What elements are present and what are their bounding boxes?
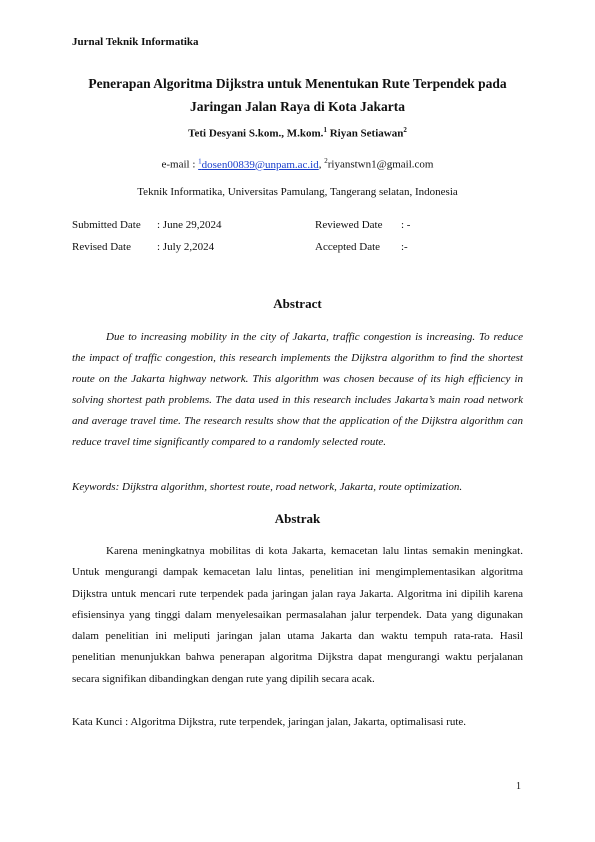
author-2-sup: 2 — [403, 126, 407, 134]
email-2-sup: 2 — [324, 157, 328, 165]
author-list — [60, 126, 535, 140]
email-1-sup: 1 — [198, 157, 202, 165]
title-line-2: Jaringan Jalan Raya di Kota Jakarta — [190, 99, 405, 114]
email-1-text: dosen00839@unpam.ac.id — [201, 158, 319, 171]
submitted-label: Submitted Date — [72, 219, 141, 231]
submitted-value: : June 29,2024 — [157, 219, 222, 231]
abstract-heading: Abstract — [273, 296, 322, 311]
author-2: Riyan Setiawan — [329, 127, 404, 140]
keywords-en: Keywords: Dijkstra algorithm, shortest route, road network, Jakarta, route optimization. — [72, 481, 463, 493]
affiliation: Teknik Informatika, Universitas Pamulang, Tangerang selatan, Indonesia — [137, 186, 458, 198]
journal-name: Jurnal Teknik Informatika — [72, 36, 199, 48]
reviewed-label: Reviewed Date — [315, 219, 383, 231]
abstrak-text: Karena meningkatnya mobilitas di kota Jakarta, kemacetan lalu lintas semakin meningkat. Untuk mengurangi dampak kemacetan lalu lintas, penelitian ini mengimplementasikan algoritma Dijkstra untuk mencari rute terpendek pada jaringan jalan raya Jakarta. Algoritma ini dipilih karena efisiensinya yang tinggi dalam menyelesaikan permasalahan jalur terpendek. Data yang digunakan dalam penelitian ini meliputi jaringan jalan utama Jakarta dan waktu tempuh rata-rata. Hasil penelitian menunjukkan bahwa penerapan algoritma Dijkstra dapat mengurangi waktu perjalanan secara signifikan dibandingkan dengan rute yang dipilih secara acak. — [72, 545, 523, 685]
dates-table — [72, 214, 461, 258]
keywords-id: Kata Kunci : Algoritma Dijkstra, rute terpendek, jaringan jalan, Jakarta, optimalisasi rute. — [72, 716, 467, 728]
abstract-text: Due to increasing mobility in the city of Jakarta, traffic congestion is increasing. To reduce the impact of traffic congestion, this research implements the Dijkstra algorithm to find the shortest route on the Jakarta highway network. This algorithm was chosen because of its high efficiency in solving shortest path problems. The data used in this research includes Jakarta’s main road network and average travel time. The research results show that the application of the Dijkstra algorithm can reduce travel time significantly compared to a randomly selected route. — [72, 331, 523, 448]
dates-row-2 — [72, 236, 461, 258]
page-number: 1 — [516, 781, 521, 792]
author-1: Teti Desyani S.kom., M.kom. — [188, 127, 324, 140]
reviewed-value: : - — [401, 219, 411, 231]
dates-row-1 — [72, 214, 461, 236]
accepted-label: Accepted Date — [315, 241, 381, 253]
abstrak-heading: Abstrak — [274, 511, 321, 526]
email-link-1[interactable] — [198, 159, 319, 171]
author-1-sup: 1 — [323, 126, 327, 134]
title-line-1: Penerapan Algoritma Dijkstra untuk Menentukan Rute Terpendek pada — [88, 76, 507, 91]
email-separator: , — [318, 158, 325, 171]
email-prefix: e-mail : — [161, 158, 199, 171]
email-2-text: riyanstwn1@gmail.com — [327, 158, 434, 171]
email-line — [60, 157, 535, 171]
revised-label: Revised Date — [72, 241, 131, 253]
revised-value: : July 2,2024 — [157, 241, 215, 253]
accepted-value: :- — [401, 241, 408, 253]
paper-title — [60, 72, 535, 118]
